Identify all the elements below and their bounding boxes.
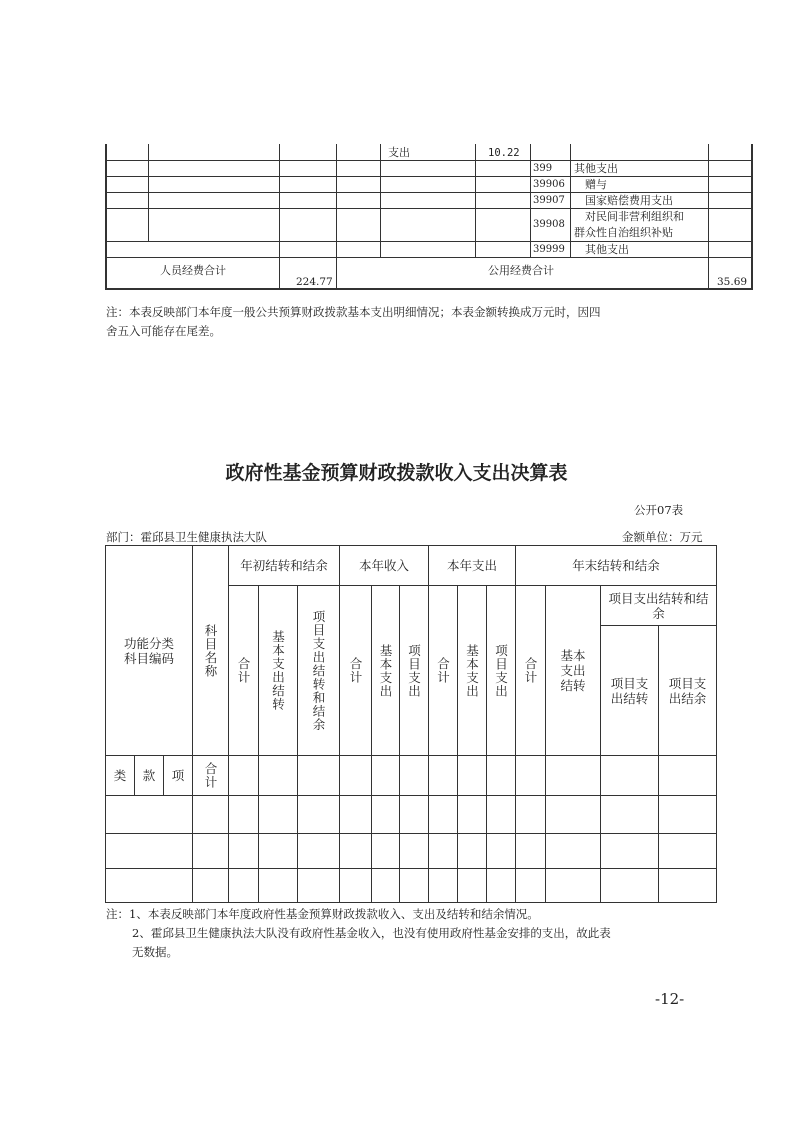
header-begin-total: 合计 <box>236 657 251 684</box>
row-name: 其他支出 <box>585 243 629 256</box>
header-expense-total: 合计 <box>435 657 451 684</box>
grid-line <box>105 288 752 290</box>
header-end-project-carry: 项目支出结转 <box>610 675 649 706</box>
grid-line <box>570 144 571 257</box>
header-income-project: 项目支出 <box>406 643 422 698</box>
header-kuan: 款 <box>142 768 156 783</box>
fragment-value: 10.22 <box>488 147 520 159</box>
grid-line <box>105 833 717 834</box>
department-label: 部门：霍邱县卫生健康执法大队 <box>106 530 267 544</box>
grid-line <box>708 144 709 290</box>
header-xiang: 项 <box>171 768 185 783</box>
header-lei: 类 <box>113 768 127 783</box>
header-end-basic: 基本支出结转 <box>560 648 586 693</box>
row-name: 国家赔偿费用支出 <box>585 194 673 207</box>
personnel-total-label: 人员经费合计 <box>160 264 226 277</box>
header-begin-balance: 年初结转和结余 <box>240 558 328 573</box>
row-code: 39999 <box>533 244 565 255</box>
header-func-code: 功能分类科目编码 <box>123 635 174 666</box>
grid-line <box>336 144 337 290</box>
grid-line <box>148 144 149 241</box>
header-end-project: 项目支出结转和结余 <box>608 590 709 621</box>
grid-line <box>380 144 381 257</box>
row-name: 赠与 <box>585 178 607 191</box>
note-2 <box>106 905 611 962</box>
grid-line <box>105 192 752 193</box>
header-expense-project: 项目支出 <box>493 643 509 698</box>
row-name: 对民间非营利组织和 <box>585 210 684 223</box>
header-expense: 本年支出 <box>446 558 497 573</box>
public-total-value: 35.69 <box>717 276 748 288</box>
grid-line <box>279 144 280 290</box>
row-code: 39906 <box>533 179 565 190</box>
row-code: 399 <box>533 163 553 174</box>
grid-line <box>105 902 717 903</box>
header-end-project-surplus: 项目支出结余 <box>668 675 707 706</box>
grid-line <box>105 144 107 290</box>
note-line: 注：1、本表反映部门本年度政府性基金预算财政拨款收入、支出及结转和结余情况。 <box>106 907 539 921</box>
grid-line <box>105 795 717 796</box>
grid-line <box>475 144 476 257</box>
header-income-total: 合计 <box>348 657 363 684</box>
note-line: 无数据。 <box>132 945 178 959</box>
grid-line <box>105 241 752 242</box>
page-number: -12- <box>655 990 685 1008</box>
header-subject-name: 科目名称 <box>203 623 218 678</box>
grid-line <box>751 144 753 290</box>
note-line: 舍五入可能存在尾差。 <box>106 324 221 338</box>
header-sum: 合计 <box>203 762 218 789</box>
fragment-label: 支出 <box>388 146 410 159</box>
grid-line <box>716 545 717 903</box>
header-end-total: 合计 <box>523 657 538 684</box>
header-end-balance: 年末结转和结余 <box>572 558 660 573</box>
header-begin-basic: 基本支出结转 <box>270 630 286 711</box>
header-income-basic: 基本支出 <box>378 643 393 698</box>
header-begin-project: 项目支出结转和结余 <box>311 609 326 732</box>
row-code: 39907 <box>533 195 565 206</box>
grid-line <box>105 257 752 258</box>
unit-label: 金额单位：万元 <box>622 530 703 544</box>
note-1 <box>106 303 601 341</box>
header-expense-basic: 基本支出 <box>464 643 480 698</box>
page-title: 政府性基金预算财政拨款收入支出决算表 <box>225 462 568 484</box>
grid-line <box>530 144 531 257</box>
note-line: 2、霍邱县卫生健康执法大队没有政府性基金收入，也没有使用政府性基金安排的支出，故此表 <box>132 926 611 940</box>
row-name: 群众性自治组织补贴 <box>574 226 673 239</box>
grid-line <box>105 868 717 869</box>
grid-line <box>105 160 752 161</box>
grid-line <box>105 176 752 177</box>
row-name: 其他支出 <box>574 162 618 175</box>
public-total-label: 公用经费合计 <box>488 264 554 277</box>
row-code: 39908 <box>533 219 565 230</box>
header-income: 本年收入 <box>358 558 409 573</box>
grid-line <box>105 208 752 209</box>
note-line: 注：本表反映部门本年度一般公共预算财政拨款基本支出明细情况；本表金额转换成万元时，因四 <box>106 305 601 319</box>
table-number: 公开07表 <box>634 503 684 517</box>
personnel-total-value: 224.77 <box>296 276 333 288</box>
